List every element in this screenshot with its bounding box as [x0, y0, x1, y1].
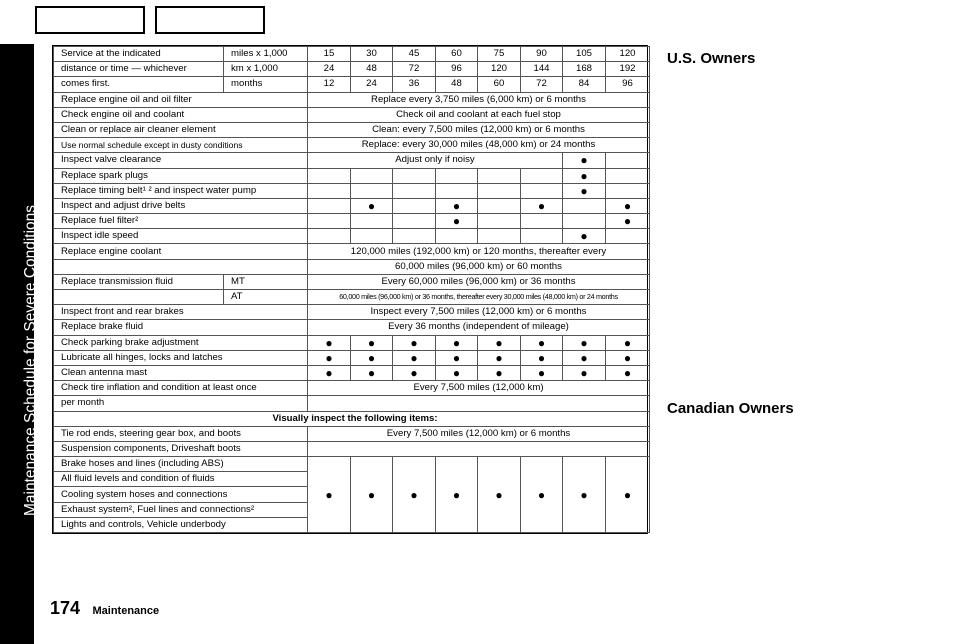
service-dot: ●	[563, 183, 606, 198]
table-row	[54, 62, 650, 77]
service-cell	[308, 198, 351, 213]
service-dot: ●	[436, 350, 478, 365]
item-schedule: Check oil and coolant at each fuel stop	[308, 107, 650, 122]
months-value: 48	[436, 77, 478, 92]
page-number: 174	[50, 598, 81, 618]
item-label: Replace fuel filter²	[54, 214, 308, 229]
service-cell	[478, 183, 521, 198]
service-cell	[436, 229, 478, 244]
service-cell	[606, 153, 650, 168]
service-dot: ●	[521, 365, 563, 380]
table-row	[54, 214, 650, 229]
service-dot: ●	[521, 457, 563, 533]
tab-box-2	[155, 6, 265, 34]
miles-value: 15	[308, 47, 351, 62]
item-label: Inspect front and rear brakes	[54, 305, 308, 320]
table-row	[54, 350, 650, 365]
service-dot: ●	[393, 365, 436, 380]
service-dot: ●	[351, 198, 393, 213]
header-text: Service at the indicated	[54, 47, 224, 62]
table-row	[54, 77, 650, 92]
service-cell	[478, 198, 521, 213]
table-row	[54, 259, 650, 274]
months-value: 96	[606, 77, 650, 92]
service-cell	[478, 168, 521, 183]
service-dot: ●	[351, 365, 393, 380]
service-cell	[606, 183, 650, 198]
service-dot: ●	[606, 457, 650, 533]
service-cell	[351, 229, 393, 244]
service-cell	[521, 183, 563, 198]
service-cell	[521, 168, 563, 183]
item-label: Replace timing belt¹ ² and inspect water pump	[54, 183, 308, 198]
months-value: 84	[563, 77, 606, 92]
service-dot: ●	[436, 214, 478, 229]
miles-value: 60	[436, 47, 478, 62]
item-label: Exhaust system², Fuel lines and connections²	[54, 502, 308, 517]
item-schedule: 60,000 miles (96,000 km) or 60 months	[308, 259, 650, 274]
km-value: 192	[606, 62, 650, 77]
item-label: Replace engine coolant	[54, 244, 308, 259]
item-label: Replace engine oil and oil filter	[54, 92, 308, 107]
service-dot: ●	[606, 350, 650, 365]
months-value: 12	[308, 77, 351, 92]
service-cell	[351, 168, 393, 183]
maintenance-table	[52, 45, 648, 534]
service-dot: ●	[521, 335, 563, 350]
item-schedule: Replace: every 30,000 miles (48,000 km) or 24 months	[308, 138, 650, 153]
item-schedule: Every 7,500 miles (12,000 km)	[308, 381, 650, 396]
service-dot: ●	[478, 335, 521, 350]
service-dot: ●	[393, 335, 436, 350]
service-dot: ●	[308, 350, 351, 365]
service-cell	[478, 214, 521, 229]
service-dot: ●	[606, 214, 650, 229]
service-dot: ●	[478, 457, 521, 533]
item-label: Replace transmission fluid	[54, 274, 224, 289]
service-cell	[393, 168, 436, 183]
service-dot: ●	[563, 365, 606, 380]
km-value: 24	[308, 62, 351, 77]
service-dot: ●	[436, 198, 478, 213]
table-row	[54, 168, 650, 183]
km-value: 72	[393, 62, 436, 77]
service-cell	[436, 168, 478, 183]
service-dot: ●	[478, 365, 521, 380]
item-schedule-cont	[308, 441, 650, 456]
item-schedule: Clean: every 7,500 miles (12,000 km) or 6 months	[308, 122, 650, 137]
service-cell	[606, 168, 650, 183]
service-dot: ●	[563, 168, 606, 183]
table-row	[54, 305, 650, 320]
service-dot: ●	[606, 198, 650, 213]
service-dot: ●	[563, 457, 606, 533]
item-label: Clean antenna mast	[54, 365, 308, 380]
service-cell	[521, 214, 563, 229]
service-dot: ●	[436, 335, 478, 350]
service-cell	[393, 183, 436, 198]
service-cell	[393, 214, 436, 229]
service-dot: ●	[393, 457, 436, 533]
service-dot: ●	[606, 365, 650, 380]
table-row	[54, 441, 650, 456]
table-row	[54, 335, 650, 350]
item-label: Check engine oil and coolant	[54, 107, 308, 122]
service-dot: ●	[436, 365, 478, 380]
service-cell	[308, 183, 351, 198]
miles-value: 75	[478, 47, 521, 62]
item-schedule: Every 60,000 miles (96,000 km) or 36 months	[308, 274, 650, 289]
trans-type-mt: MT	[224, 274, 308, 289]
sidebar-title: Maintenance Schedule for Severe Conditions	[22, 204, 39, 516]
item-label: Inspect valve clearance	[54, 153, 308, 168]
table-row	[54, 92, 650, 107]
km-value: 96	[436, 62, 478, 77]
canadian-owners-label: Canadian Owners	[667, 400, 794, 417]
table-row	[54, 198, 650, 213]
table-row	[54, 183, 650, 198]
service-cell	[478, 229, 521, 244]
service-dot: ●	[351, 335, 393, 350]
table-row	[54, 274, 650, 289]
table-row	[54, 411, 650, 426]
service-dot: ●	[436, 457, 478, 533]
months-value: 36	[393, 77, 436, 92]
item-label-cont	[54, 259, 308, 274]
service-cell	[308, 229, 351, 244]
service-dot: ●	[521, 198, 563, 213]
item-schedule: Every 36 months (independent of mileage)	[308, 320, 650, 335]
km-value: 120	[478, 62, 521, 77]
service-cell	[308, 214, 351, 229]
table-row	[54, 426, 650, 441]
table-row	[54, 153, 650, 168]
miles-value: 45	[393, 47, 436, 62]
item-label: Lubricate all hinges, locks and latches	[54, 350, 308, 365]
service-cell	[393, 198, 436, 213]
item-label: Inspect and adjust drive belts	[54, 198, 308, 213]
service-cell	[308, 168, 351, 183]
table-row	[54, 47, 650, 62]
service-dot: ●	[606, 335, 650, 350]
item-label: Cooling system hoses and connections	[54, 487, 308, 502]
table-row	[54, 290, 650, 305]
miles-value: 30	[351, 47, 393, 62]
service-cell	[351, 183, 393, 198]
miles-value: 120	[606, 47, 650, 62]
service-dot: ●	[308, 365, 351, 380]
service-dot: ●	[308, 335, 351, 350]
header-text: distance or time — whichever	[54, 62, 224, 77]
item-label: Check parking brake adjustment	[54, 335, 308, 350]
km-value: 168	[563, 62, 606, 77]
service-dot: ●	[351, 350, 393, 365]
table-row	[54, 457, 650, 472]
item-label: Check tire inflation and condition at least once	[54, 381, 308, 396]
item-schedule-cont	[308, 396, 650, 411]
section-name: Maintenance	[92, 605, 160, 617]
service-dot: ●	[478, 350, 521, 365]
miles-value: 105	[563, 47, 606, 62]
km-value: 144	[521, 62, 563, 77]
service-cell	[563, 198, 606, 213]
service-dot: ●	[563, 153, 606, 168]
table-row	[54, 244, 650, 259]
service-dot: ●	[308, 457, 351, 533]
item-label: Brake hoses and lines (including ABS)	[54, 457, 308, 472]
service-dot: ●	[521, 350, 563, 365]
item-label: Clean or replace air cleaner element	[54, 122, 308, 137]
page-footer	[50, 598, 159, 619]
tab-box-1	[35, 6, 145, 34]
item-schedule: Every 7,500 miles (12,000 km) or 6 months	[308, 426, 650, 441]
header-text: comes first.	[54, 77, 224, 92]
months-value: 72	[521, 77, 563, 92]
item-label: Use normal schedule except in dusty conditions	[54, 138, 308, 153]
service-cell	[563, 214, 606, 229]
unit-label: miles x 1,000	[224, 47, 308, 62]
service-cell	[393, 229, 436, 244]
item-label: Suspension components, Driveshaft boots	[54, 441, 308, 456]
item-label: Tie rod ends, steering gear box, and boots	[54, 426, 308, 441]
item-label: All fluid levels and condition of fluids	[54, 472, 308, 487]
service-dot: ●	[563, 350, 606, 365]
table-row	[54, 229, 650, 244]
item-label: Lights and controls, Vehicle underbody	[54, 517, 308, 532]
service-cell	[351, 214, 393, 229]
service-cell	[606, 229, 650, 244]
trans-type-at: AT	[224, 290, 308, 305]
service-cell	[521, 229, 563, 244]
item-label: per month	[54, 396, 308, 411]
months-value: 24	[351, 77, 393, 92]
item-label-cont	[54, 290, 224, 305]
service-dot: ●	[563, 335, 606, 350]
service-dot: ●	[393, 350, 436, 365]
table-row	[54, 320, 650, 335]
item-schedule: Adjust only if noisy	[308, 153, 563, 168]
service-dot: ●	[351, 457, 393, 533]
service-cell	[436, 183, 478, 198]
unit-label: km x 1,000	[224, 62, 308, 77]
us-owners-label: U.S. Owners	[667, 50, 756, 67]
km-value: 48	[351, 62, 393, 77]
table-row	[54, 396, 650, 411]
table-row	[54, 122, 650, 137]
service-dot: ●	[563, 229, 606, 244]
table-row	[54, 138, 650, 153]
item-label: Inspect idle speed	[54, 229, 308, 244]
item-schedule: 60,000 miles (96,000 km) or 36 months, thereafter every 30,000 miles (48,000 km) or 24 months	[308, 290, 650, 305]
table-row	[54, 365, 650, 380]
miles-value: 90	[521, 47, 563, 62]
section-heading: Visually inspect the following items:	[54, 411, 650, 426]
item-label: Replace brake fluid	[54, 320, 308, 335]
table-row	[54, 381, 650, 396]
item-schedule: Replace every 3,750 miles (6,000 km) or 6 months	[308, 92, 650, 107]
item-label: Replace spark plugs	[54, 168, 308, 183]
table-row	[54, 107, 650, 122]
item-schedule: Inspect every 7,500 miles (12,000 km) or 6 months	[308, 305, 650, 320]
months-value: 60	[478, 77, 521, 92]
item-schedule: 120,000 miles (192,000 km) or 120 months, thereafter every	[308, 244, 650, 259]
unit-label: months	[224, 77, 308, 92]
